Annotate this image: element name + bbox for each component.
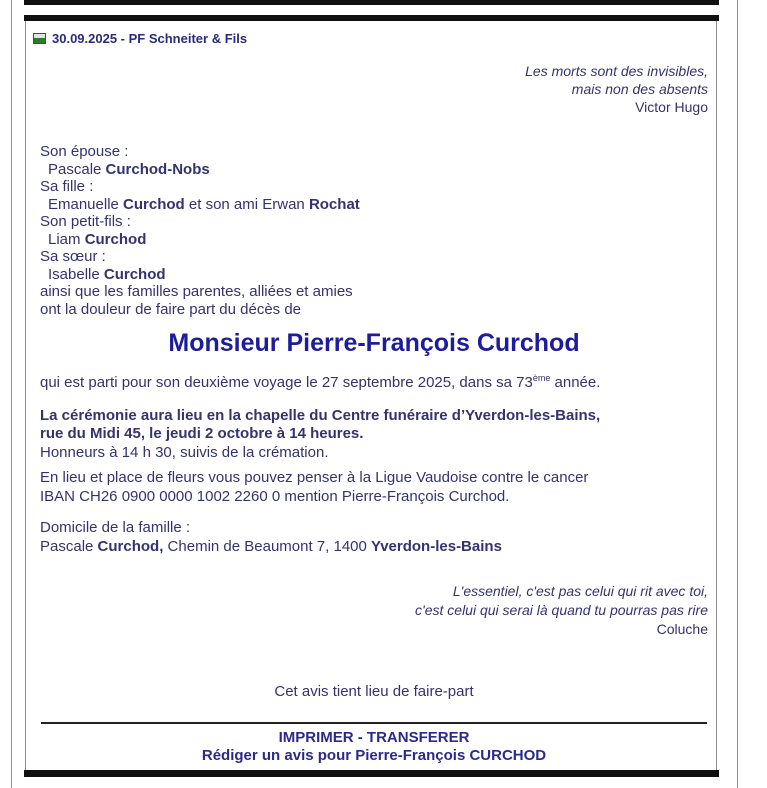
domicile-street: Chemin de Beaumont 7, 1400 <box>163 537 372 555</box>
death-notice-card <box>25 21 717 770</box>
ceremony-honors-line: Honneurs à 14 h 30, suivis de la crémation. <box>40 443 329 461</box>
donation-suggestion-line: En lieu et place de fleurs vous pouvez penser à la Ligue Vaudoise contre le cancer <box>40 469 589 486</box>
notice-header <box>33 31 708 46</box>
family-member-lastname: Curchod <box>123 195 185 213</box>
family-member-firstname: Emanuelle <box>48 195 124 213</box>
domicile-lastname: Curchod, <box>97 537 164 555</box>
family-relation-label: Son épouse : <box>40 143 129 160</box>
image-placeholder-icon <box>33 33 46 44</box>
ceremony-details <box>40 407 708 463</box>
date-and-funeral-home: 30.09.2025 - PF Schneiter & Fils <box>52 31 248 46</box>
bottom-quote-line: L'essentiel, c'est pas celui qui rit avec toi, <box>452 583 708 599</box>
family-member-firstname: Pascale <box>48 160 106 178</box>
family-relation-label: Sa fille : <box>40 178 94 195</box>
family-member-lastname: Curchod-Nobs <box>105 160 210 178</box>
footer-separator: - <box>353 729 367 746</box>
families-line: ainsi que les familles parentes, alliées et amies <box>40 283 353 300</box>
family-relation-label: Son petit-fils : <box>40 213 131 230</box>
bottom-quote-line: c'est celui qui serai là quand tu pourras pas rire <box>415 602 708 618</box>
transfer-link[interactable]: TRANSFERER <box>366 729 470 746</box>
top-rule-outer <box>24 0 719 5</box>
donation-details <box>40 469 708 506</box>
departure-ordinal-suffix: ème <box>532 373 551 383</box>
departure-text: qui est parti pour son deuxième voyage le 27 septembre 2025, dans sa 73 <box>40 374 533 391</box>
domicile-address <box>40 538 708 557</box>
write-notice-link[interactable]: Rédiger un avis pour Pierre-François CURCHOD <box>201 747 547 764</box>
page-edge-left <box>11 0 12 788</box>
family-member-lastname: Curchod <box>103 265 166 283</box>
family-member <box>40 266 708 284</box>
departure-text-end: année. <box>550 374 601 391</box>
family-member <box>40 161 708 179</box>
top-quote-line: Les morts sont des invisibles, <box>525 63 708 79</box>
print-link[interactable]: IMPRIMER <box>278 729 354 746</box>
top-quote-line: mais non des absents <box>571 81 708 97</box>
domicile-firstname: Pascale <box>40 537 98 555</box>
bottom-rule <box>24 770 719 777</box>
family-member-firstname: Isabelle <box>48 265 104 283</box>
family-member-lastname: Curchod <box>84 230 147 248</box>
family-member-firstname: Liam <box>48 230 85 248</box>
top-quote <box>40 62 708 116</box>
footer-action-line <box>40 729 708 747</box>
family-member-companion-lastname: Rochat <box>308 195 360 213</box>
family-list <box>40 143 708 318</box>
family-member-companion: et son ami Erwan <box>184 195 309 213</box>
sorrow-line: ont la douleur de faire part du décès de <box>40 300 302 318</box>
faire-part-notice: Cet avis tient lieu de faire-part <box>274 683 474 700</box>
deceased-name-title: Monsieur Pierre-François Curchod <box>168 329 580 357</box>
family-member <box>40 231 708 249</box>
footer-actions <box>40 729 708 765</box>
departure-line <box>40 374 708 393</box>
family-relation-label: Sa sœur : <box>40 248 106 265</box>
family-member <box>40 196 708 214</box>
domicile-label: Domicile de la famille : <box>40 519 191 536</box>
page-edge-right <box>737 0 738 788</box>
family-domicile <box>40 519 708 556</box>
footer-divider <box>41 722 707 724</box>
bottom-quote-author: Coluche <box>656 621 708 637</box>
top-quote-author: Victor Hugo <box>635 99 708 115</box>
ceremony-datetime-line: rue du Midi 45, le jeudi 2 octobre à 14 heures. <box>40 425 364 442</box>
domicile-city: Yverdon-les-Bains <box>371 537 502 555</box>
bottom-quote <box>40 582 708 639</box>
donation-iban-line: IBAN CH26 0900 0000 1002 2260 0 mention Pierre-François Curchod. <box>40 487 510 505</box>
ceremony-place-line: La cérémonie aura lieu en la chapelle du Centre funéraire d’Yverdon-les-Bains, <box>40 406 601 424</box>
